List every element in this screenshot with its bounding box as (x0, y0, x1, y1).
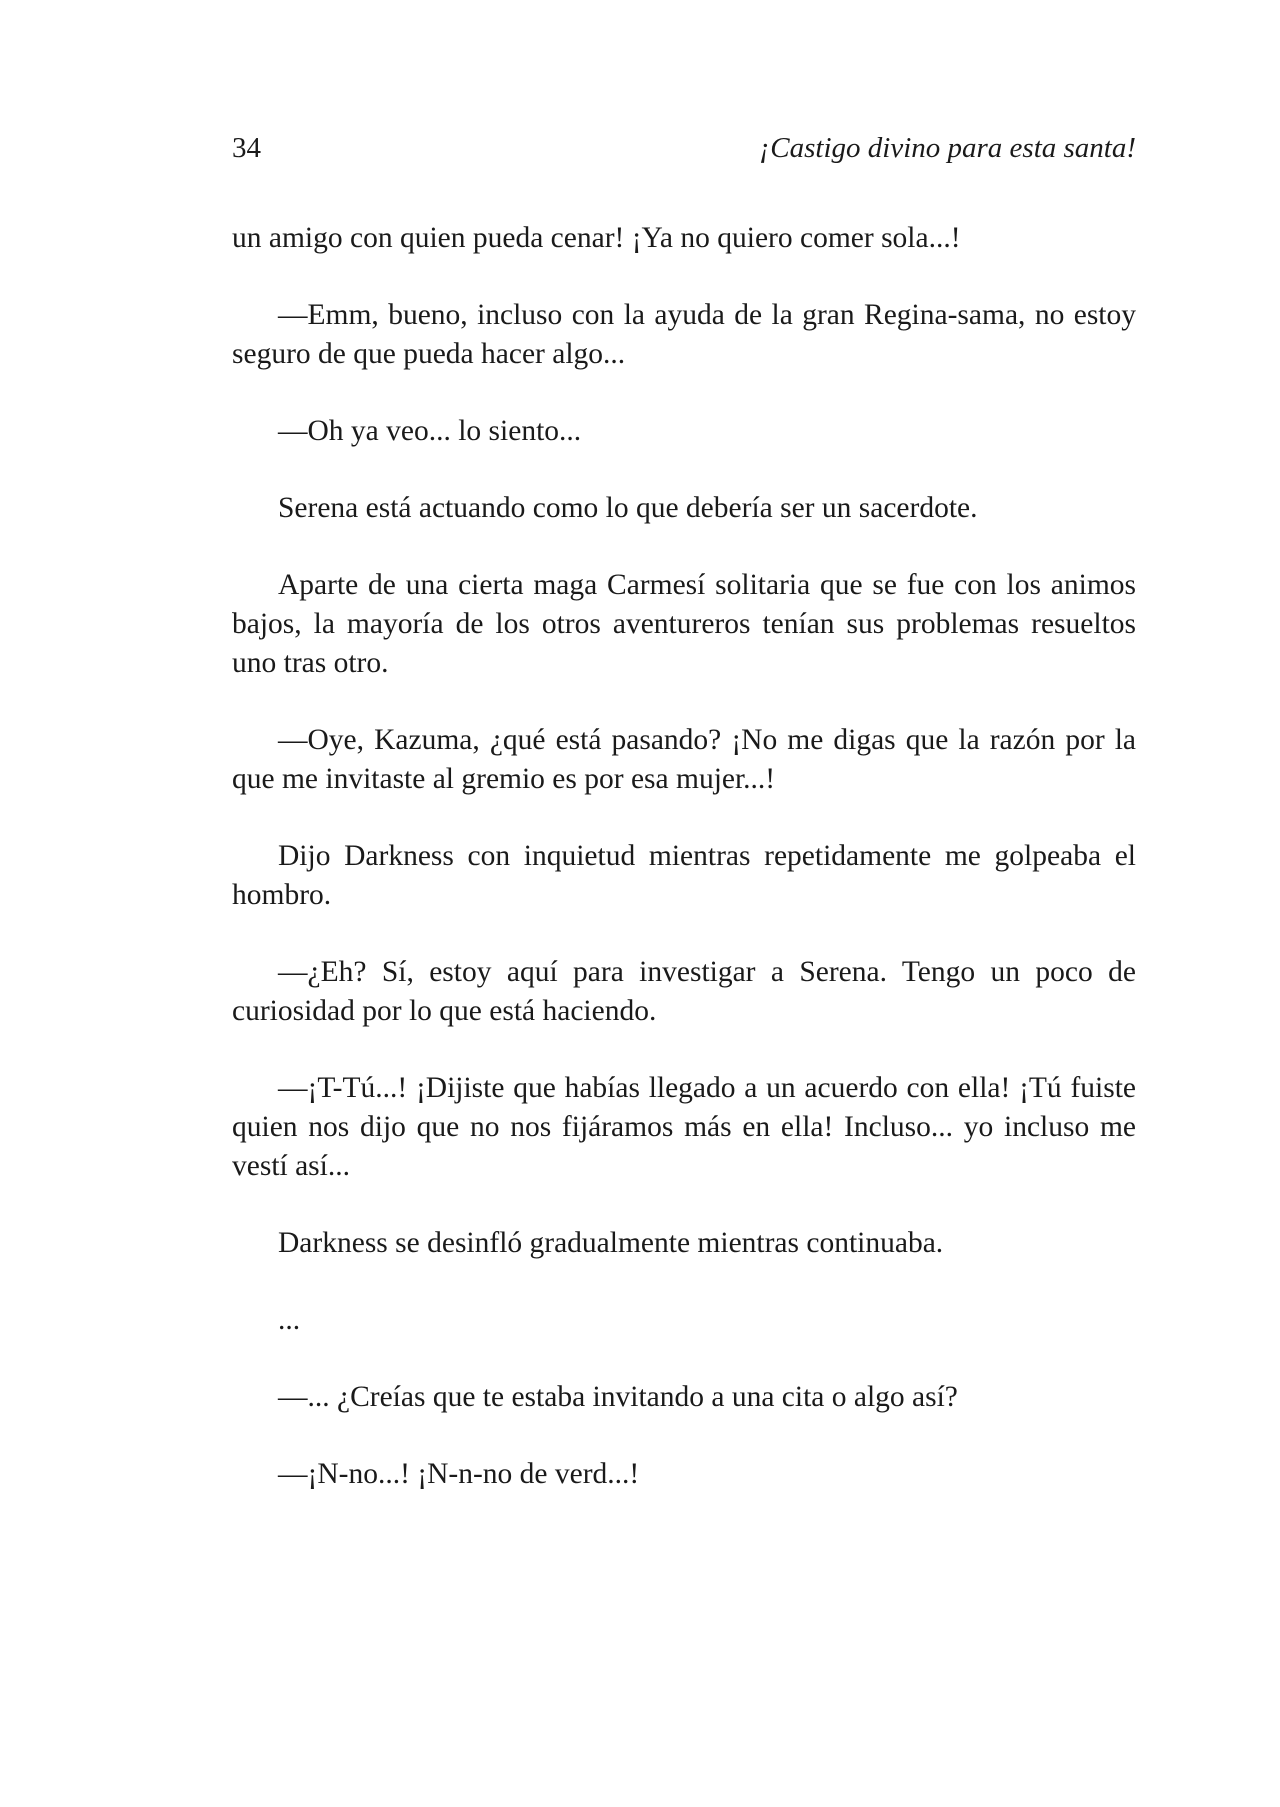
page-number: 34 (232, 132, 261, 164)
paragraph-continuation: un amigo con quien pueda cenar! ¡Ya no quiero comer sola...! (232, 222, 961, 254)
paragraph-narration: Dijo Darkness con inquietud mientras repetidamente me golpeaba el hombro. (232, 840, 1136, 911)
paragraph-ellipsis: ... (278, 1304, 301, 1336)
paragraph-narration: Darkness se desinfló gradualmente mientras continuaba. (278, 1227, 944, 1259)
running-title: ¡Castigo divino para esta santa! (758, 132, 1136, 164)
body-text (232, 219, 1136, 1532)
paragraph-dialogue: —¿Eh? Sí, estoy aquí para investigar a Serena. Tengo un poco de curiosidad por lo que está haciendo. (232, 956, 1136, 1027)
paragraph-narration: Aparte de una cierta maga Carmesí solitaria que se fue con los animos bajos, la mayoría de los otros aventureros tenían sus problemas resueltos uno tras otro. (232, 569, 1136, 679)
paragraph-dialogue: —¡T-Tú...! ¡Dijiste que habías llegado a un acuerdo con ella! ¡Tú fuiste quien nos dijo que no nos fijáramos más en ella! Incluso... yo incluso me vestí así... (232, 1072, 1136, 1182)
paragraph-dialogue: —Oye, Kazuma, ¿qué está pasando? ¡No me digas que la razón por la que me invitaste al gremio es por esa mujer...! (232, 724, 1136, 795)
paragraph-dialogue: —Emm, bueno, incluso con la ayuda de la gran Regina-sama, no estoy seguro de que pueda hacer algo... (232, 299, 1136, 370)
paragraph-dialogue: —Oh ya veo... lo siento... (278, 415, 582, 447)
paragraph-dialogue: —¡N-no...! ¡N-n-no de verd...! (278, 1458, 640, 1490)
page-header (232, 128, 1136, 168)
paragraph-dialogue: —... ¿Creías que te estaba invitando a una cita o algo así? (278, 1381, 958, 1413)
paragraph-narration: Serena está actuando como lo que debería ser un sacerdote. (278, 492, 978, 524)
